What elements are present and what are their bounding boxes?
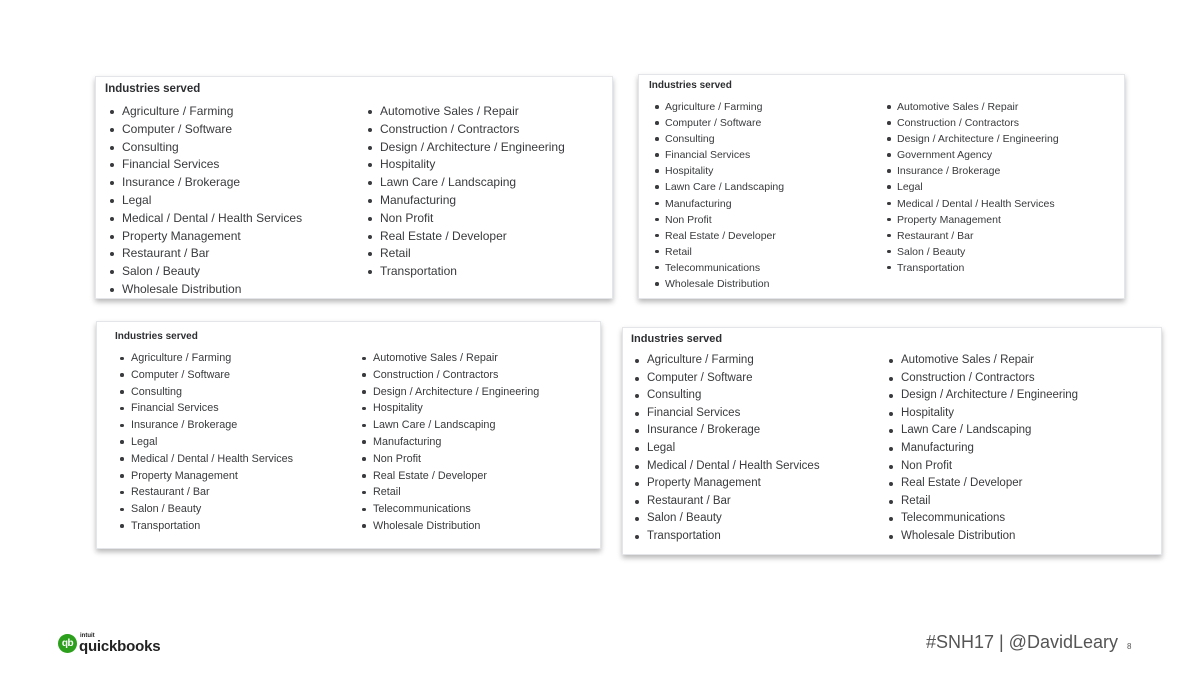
industry-item: Medical / Dental / Health Services xyxy=(647,458,820,476)
industry-item: Consulting xyxy=(122,139,302,157)
industry-list-left xyxy=(665,99,784,292)
industry-item: Non Profit xyxy=(373,451,539,468)
industry-item: Construction / Contractors xyxy=(373,367,539,384)
industry-item: Computer / Software xyxy=(665,115,784,131)
industry-item: Lawn Care / Landscaping xyxy=(380,174,565,192)
industry-item: Property Management xyxy=(897,212,1059,228)
industry-item: Lawn Care / Landscaping xyxy=(665,179,784,195)
industry-item: Construction / Contractors xyxy=(901,370,1078,388)
industry-item: Legal xyxy=(122,192,302,210)
industry-item: Wholesale Distribution xyxy=(122,281,302,299)
industry-item: Legal xyxy=(131,434,293,451)
industry-item: Transportation xyxy=(647,528,820,546)
industry-item: Property Management xyxy=(647,475,820,493)
industry-item: Medical / Dental / Health Services xyxy=(131,451,293,468)
industry-item: Design / Architecture / Engineering xyxy=(373,384,539,401)
industry-item: Transportation xyxy=(897,260,1059,276)
industry-item: Government Agency xyxy=(897,147,1059,163)
industry-item: Lawn Care / Landscaping xyxy=(373,417,539,434)
industry-item: Automotive Sales / Repair xyxy=(373,350,539,367)
industries-card-2 xyxy=(638,74,1125,299)
industry-item: Legal xyxy=(647,440,820,458)
industries-card-1 xyxy=(95,76,613,299)
industry-item: Design / Architecture / Engineering xyxy=(380,139,565,157)
industry-item: Property Management xyxy=(131,468,293,485)
industry-item: Retail xyxy=(380,245,565,263)
industry-item: Non Profit xyxy=(665,212,784,228)
industry-item: Financial Services xyxy=(131,400,293,417)
industry-item: Financial Services xyxy=(665,147,784,163)
industry-item: Design / Architecture / Engineering xyxy=(901,387,1078,405)
industry-item: Insurance / Brokerage xyxy=(647,422,820,440)
industry-item: Insurance / Brokerage xyxy=(131,417,293,434)
industries-card-3 xyxy=(96,321,601,549)
industry-item: Agriculture / Farming xyxy=(647,352,820,370)
industry-item: Restaurant / Bar xyxy=(131,484,293,501)
industry-item: Manufacturing xyxy=(665,196,784,212)
industry-item: Automotive Sales / Repair xyxy=(380,103,565,121)
industry-list-right xyxy=(373,350,539,535)
industry-item: Automotive Sales / Repair xyxy=(901,352,1078,370)
industry-item: Insurance / Brokerage xyxy=(122,174,302,192)
industry-item: Salon / Beauty xyxy=(647,510,820,528)
industry-item: Restaurant / Bar xyxy=(897,228,1059,244)
industry-item: Financial Services xyxy=(122,156,302,174)
industry-item: Lawn Care / Landscaping xyxy=(901,422,1078,440)
industry-item: Non Profit xyxy=(901,458,1078,476)
event-hashtag: #SNH17 | @DavidLeary xyxy=(925,632,1118,652)
industry-item: Telecommunications xyxy=(373,501,539,518)
industry-item: Real Estate / Developer xyxy=(380,228,565,246)
industry-item: Medical / Dental / Health Services xyxy=(122,210,302,228)
industry-item: Retail xyxy=(665,244,784,260)
card-title: Industries served xyxy=(105,83,201,95)
industry-item: Manufacturing xyxy=(373,434,539,451)
industry-list-right xyxy=(380,103,565,281)
industry-item: Transportation xyxy=(131,518,293,535)
industry-item: Retail xyxy=(373,484,539,501)
industry-item: Restaurant / Bar xyxy=(647,493,820,511)
industry-item: Computer / Software xyxy=(122,121,302,139)
industry-item: Automotive Sales / Repair xyxy=(897,99,1059,115)
industry-item: Salon / Beauty xyxy=(122,263,302,281)
quickbooks-logo xyxy=(58,633,168,657)
industry-item: Agriculture / Farming xyxy=(122,103,302,121)
industry-list-left xyxy=(131,350,293,535)
industry-list-right xyxy=(901,352,1078,546)
industry-item: Restaurant / Bar xyxy=(122,245,302,263)
industry-item: Wholesale Distribution xyxy=(665,276,784,292)
industry-item: Hospitality xyxy=(380,156,565,174)
industry-item: Hospitality xyxy=(665,163,784,179)
industry-list-left xyxy=(122,103,302,299)
industry-item: Telecommunications xyxy=(901,510,1078,528)
industry-item: Computer / Software xyxy=(131,367,293,384)
card-title: Industries served xyxy=(115,331,198,342)
industry-item: Transportation xyxy=(380,263,565,281)
industry-item: Computer / Software xyxy=(647,370,820,388)
industry-item: Retail xyxy=(901,493,1078,511)
industry-item: Salon / Beauty xyxy=(897,244,1059,260)
industry-item: Consulting xyxy=(131,384,293,401)
industry-item: Consulting xyxy=(665,131,784,147)
industry-item: Medical / Dental / Health Services xyxy=(897,196,1059,212)
industry-item: Construction / Contractors xyxy=(380,121,565,139)
industry-list-right xyxy=(897,99,1059,276)
industry-item: Agriculture / Farming xyxy=(131,350,293,367)
industry-item: Legal xyxy=(897,179,1059,195)
industry-item: Construction / Contractors xyxy=(897,115,1059,131)
industry-item: Telecommunications xyxy=(665,260,784,276)
industry-item: Manufacturing xyxy=(901,440,1078,458)
industry-item: Property Management xyxy=(122,228,302,246)
industry-item: Real Estate / Developer xyxy=(901,475,1078,493)
industry-item: Insurance / Brokerage xyxy=(897,163,1059,179)
industry-item: Financial Services xyxy=(647,405,820,423)
industry-item: Non Profit xyxy=(380,210,565,228)
slide-number: 8 xyxy=(1127,642,1132,651)
quickbooks-wordmark: quickbooks xyxy=(79,638,161,655)
card-title: Industries served xyxy=(631,333,723,345)
industry-item: Design / Architecture / Engineering xyxy=(897,131,1059,147)
industry-item: Wholesale Distribution xyxy=(373,518,539,535)
intuit-wordmark: intuit xyxy=(80,633,95,639)
card-title: Industries served xyxy=(649,80,732,91)
industry-item: Real Estate / Developer xyxy=(665,228,784,244)
industries-card-4 xyxy=(622,327,1162,555)
industry-item: Consulting xyxy=(647,387,820,405)
industry-item: Wholesale Distribution xyxy=(901,528,1078,546)
industry-item: Hospitality xyxy=(901,405,1078,423)
industry-item: Manufacturing xyxy=(380,192,565,210)
industry-item: Agriculture / Farming xyxy=(665,99,784,115)
industry-item: Real Estate / Developer xyxy=(373,468,539,485)
industry-item: Hospitality xyxy=(373,400,539,417)
industry-item: Salon / Beauty xyxy=(131,501,293,518)
quickbooks-mark-icon: qb xyxy=(58,634,77,653)
industry-list-left xyxy=(647,352,820,546)
